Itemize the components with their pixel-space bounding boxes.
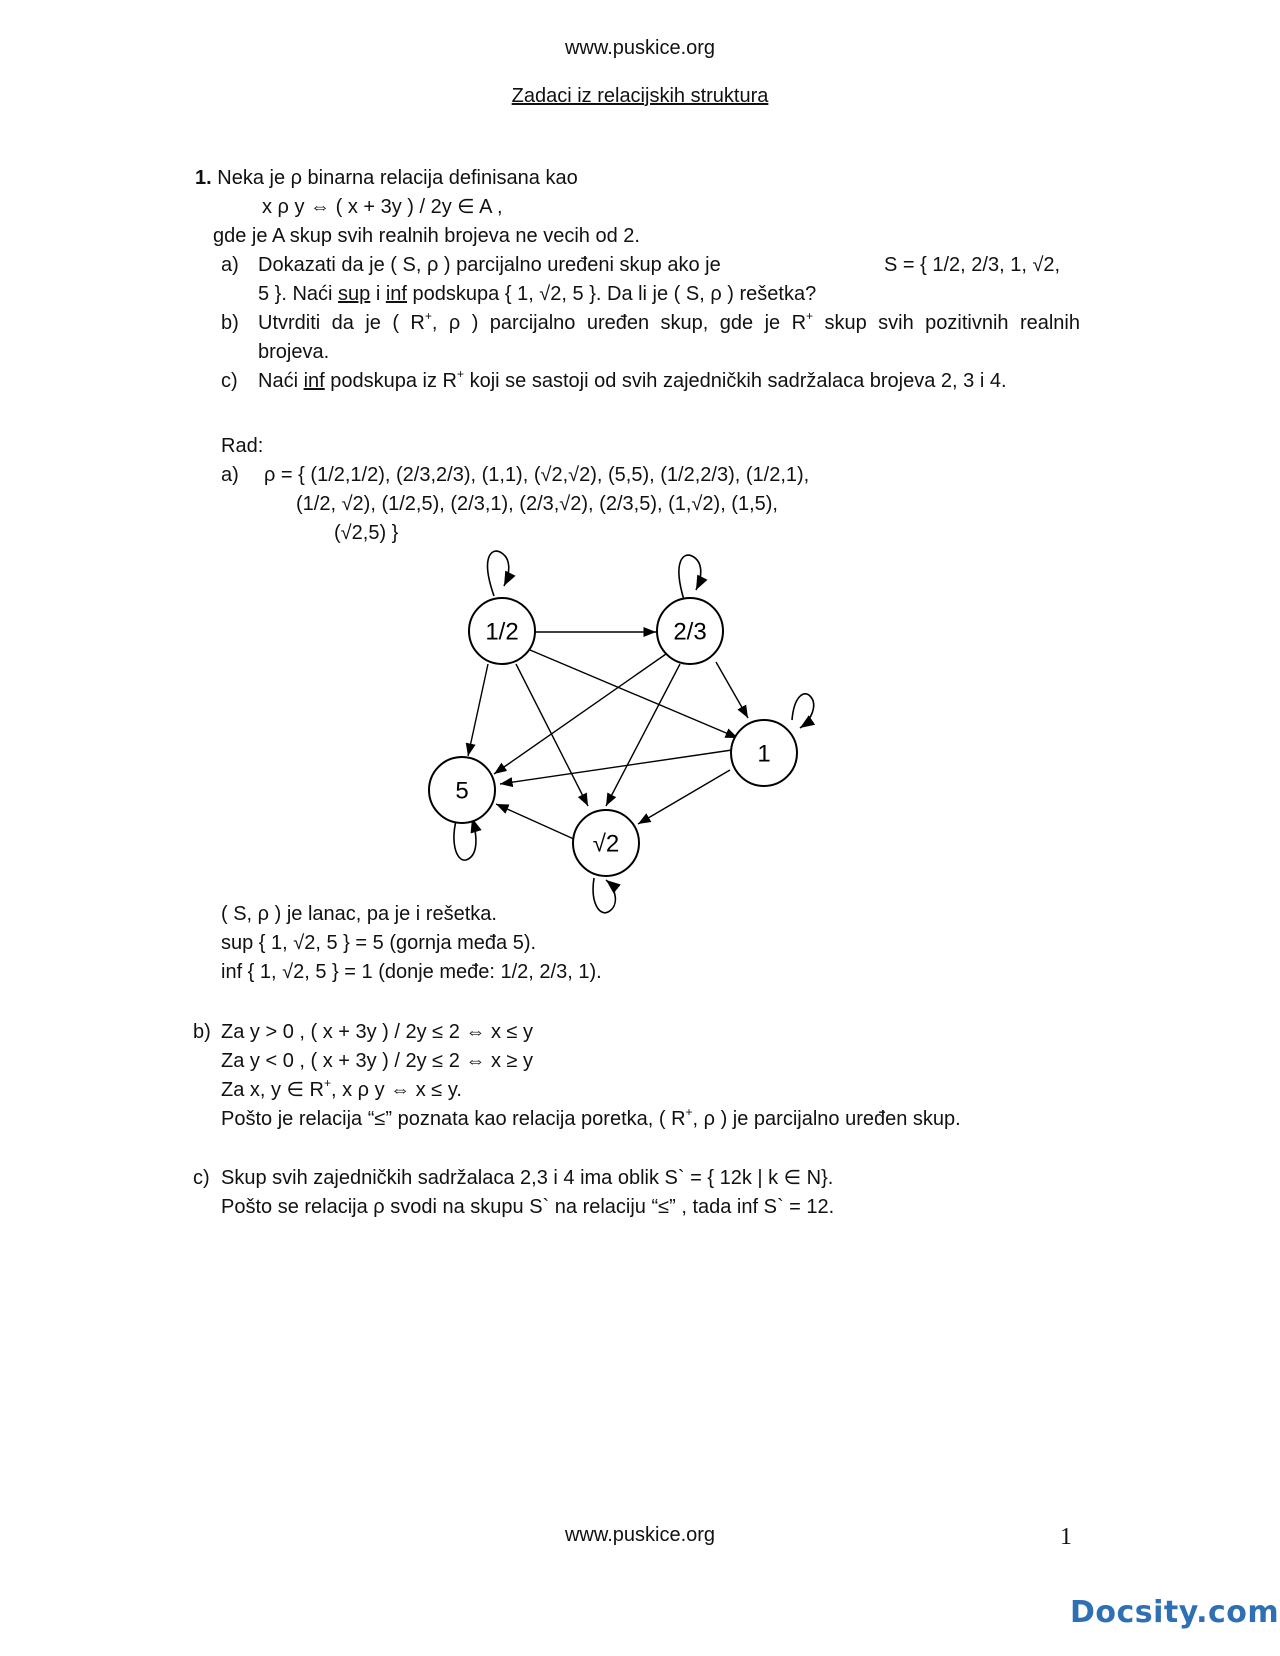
edge-half-sqrt <box>516 664 588 806</box>
solution-b-line3 <box>221 1078 462 1102</box>
problem-c-pre: Naći <box>258 370 304 392</box>
problem-number: 1. <box>195 167 212 189</box>
problem-b-mid: , ρ ) parcijalno uređen skup, gde je R <box>431 312 807 334</box>
problem-a-line1-left: Dokazati da je ( S, ρ ) parcijalno uređeni skup ako je <box>258 254 721 276</box>
edge-half-one <box>530 650 738 738</box>
problem-b-plus1: + <box>424 309 432 323</box>
loop-half <box>488 551 509 596</box>
problem-a-inf: inf <box>385 283 407 305</box>
problem-where: gde je A skup svih realnih brojeva ne vecih od 2. <box>213 225 640 247</box>
node-two-thirds-label: 2/3 <box>673 618 707 646</box>
edge-one-sqrt <box>638 770 730 824</box>
node-two-thirds <box>657 598 723 664</box>
node-half-label: 1/2 <box>485 618 519 646</box>
solution-a-marker: a) <box>221 464 239 486</box>
solution-b-line3-plus: + <box>324 1076 332 1090</box>
node-sqrt-two-label: √2 <box>592 830 620 858</box>
edge-half-five <box>468 664 488 756</box>
node-half <box>469 598 535 664</box>
edge-one-five <box>500 750 732 784</box>
edge-twothirds-one <box>716 662 748 718</box>
problem-a-marker: a) <box>221 254 239 276</box>
solution-rad: Rad: <box>221 435 264 457</box>
problem-b-line2: brojeva. <box>258 341 330 363</box>
solution-sup: sup { 1, √2, 5 } = 5 (gornja međa 5). <box>221 932 537 954</box>
node-five-label: 5 <box>455 777 469 805</box>
problem-b-pre: Utvrditi da je ( R <box>258 312 425 334</box>
problem-a-pre: 5 }. Naći <box>258 283 339 305</box>
solution-b-line1: Za y > 0 , ( x + 3y ) / 2y ≤ 2 ⇔ x ≤ y <box>221 1021 534 1043</box>
loop-two-thirds <box>679 555 701 600</box>
node-one-label: 1 <box>757 740 771 768</box>
problem-a-sup: sup <box>338 283 371 305</box>
problem-c-plus: + <box>457 367 465 381</box>
page-number: 1 <box>1060 1524 1072 1550</box>
loop-sqrt-two <box>593 878 615 913</box>
page-title-text: Zadaci iz relacijskih struktura <box>511 85 769 107</box>
edge-sqrt-five <box>496 804 576 840</box>
solution-b-line4-post: , ρ ) je parcijalno uređen skup. <box>692 1108 961 1130</box>
problem-a-line1-right: S = { 1/2, 2/3, 1, √2, <box>884 254 1061 276</box>
problem-a-post: podskupa { 1, √2, 5 }. Da li je ( S, ρ ) rešetka? <box>406 283 817 305</box>
problem-a-mid: i <box>370 283 386 305</box>
solution-lanac: ( S, ρ ) je lanac, pa je i rešetka. <box>221 903 497 925</box>
problem-c-inf: inf <box>303 370 325 392</box>
solution-c-line1: Skup svih zajedničkih sadržalaca 2,3 i 4 ima oblik S` = { 12k | k ∈ N}. <box>221 1167 834 1189</box>
solution-b-line3-pre: Za x, y ∈ R <box>221 1079 324 1101</box>
problem-definition: x ρ y ⇔ ( x + 3y ) / 2y ∈ A , <box>262 196 503 218</box>
solution-b-line4-plus: + <box>685 1105 693 1119</box>
loop-one <box>792 694 814 728</box>
problem-b-plus2: + <box>806 309 814 323</box>
problem-c-marker: c) <box>221 370 238 392</box>
footer-site: www.puskice.org <box>564 1524 716 1546</box>
solution-rho-line3: (√2,5) } <box>334 522 399 544</box>
edge-twothirds-sqrt <box>606 664 680 806</box>
node-sqrt-two <box>573 810 639 876</box>
solution-inf: inf { 1, √2, 5 } = 1 (donje međe: 1/2, 2/3, 1). <box>221 961 602 983</box>
problem-intro-text: Neka je ρ binarna relacija definisana kao <box>217 167 578 189</box>
solution-c-line2: Pošto se relacija ρ svodi na skupu S` na relaciju “≤” , tada inf S` = 12. <box>221 1196 835 1218</box>
node-five <box>429 757 495 823</box>
solution-b-marker: b) <box>193 1021 211 1043</box>
header-site: www.puskice.org <box>564 37 716 59</box>
problem-c-mid: podskupa iz R <box>324 370 457 392</box>
solution-b-line4-pre: Pošto je relacija “≤” poznata kao relacija poretka, ( R <box>221 1108 686 1130</box>
solution-b-line2: Za y < 0 , ( x + 3y ) / 2y ≤ 2 ⇔ x ≥ y <box>221 1050 534 1072</box>
node-one <box>731 720 797 786</box>
solution-rho-line1: ρ = { (1/2,1/2), (2/3,2/3), (1,1), (√2,√2), (5,5), (1/2,2/3), (1/2,1), <box>264 464 810 486</box>
solution-c-marker: c) <box>193 1167 210 1189</box>
problem-c-post: koji se sastoji od svih zajedničkih sadržalaca brojeva 2, 3 i 4. <box>464 370 1007 392</box>
problem-b-post: skup svih pozitivnih realnih <box>813 312 1080 334</box>
docsity-watermark: Docsity.com <box>1070 1595 1280 1630</box>
solution-rho-line2: (1/2, √2), (1/2,5), (2/3,1), (2/3,√2), (2/3,5), (1,√2), (1,5), <box>296 493 778 515</box>
problem-b-marker: b) <box>221 312 239 334</box>
solution-b-line4 <box>221 1107 961 1131</box>
solution-b-line3-post: , x ρ y ⇔ x ≤ y. <box>331 1079 462 1101</box>
